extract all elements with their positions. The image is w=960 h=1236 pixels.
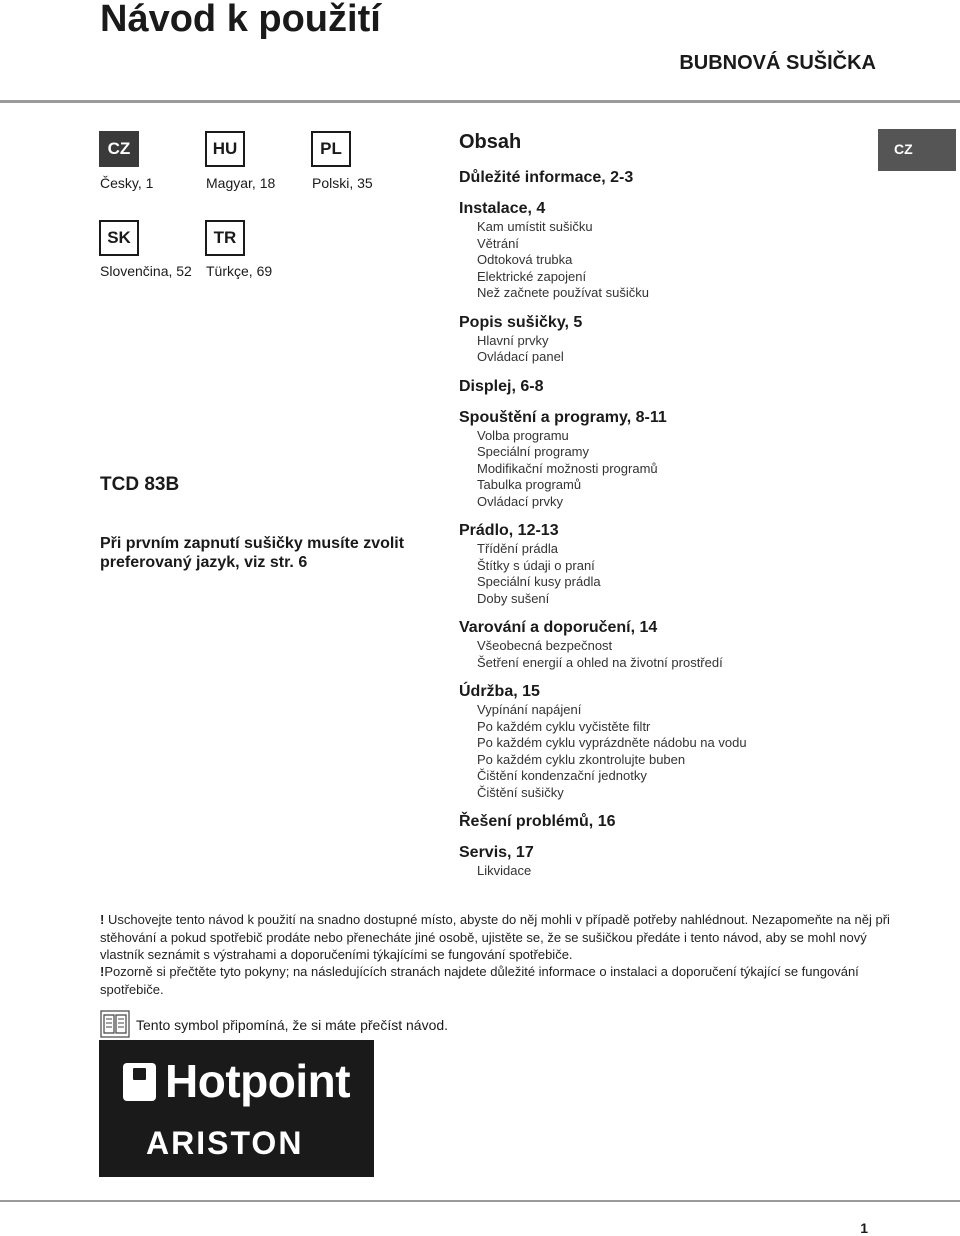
toc-item[interactable]: Modifikační možnosti programů <box>477 460 658 476</box>
language-notice: Při prvním zapnutí sušičky musíte zvolit preferovaný jazyk, viz str. 6 <box>100 535 405 571</box>
language-hu-button[interactable]: HU <box>205 131 245 167</box>
page-number: 1 <box>860 1220 868 1236</box>
bottom-divider <box>0 1200 960 1202</box>
toc-section <box>459 377 879 397</box>
exclamation-icon: ! <box>100 964 105 979</box>
toc-section <box>459 521 879 607</box>
language-cz-label: Česky, 1 <box>100 175 154 191</box>
toc-item[interactable]: Třídění prádla <box>477 541 558 556</box>
language-tr-label: Türkçe, 69 <box>206 263 273 279</box>
toc-section <box>459 682 879 801</box>
toc-section <box>459 199 879 302</box>
book-note: Tento symbol připomíná, že si máte přečíst návod. <box>136 1017 449 1033</box>
toc-section <box>459 812 879 832</box>
toc-heading[interactable]: Údržba, 15 <box>459 683 540 700</box>
toc-item[interactable]: Čištění sušičky <box>477 784 564 800</box>
toc-item[interactable]: Větrání <box>477 235 519 251</box>
toc-sections <box>459 168 879 880</box>
toc-section <box>459 168 879 188</box>
language-pl-label: Polski, 35 <box>312 175 373 191</box>
product-type: BUBNOVÁ SUŠIČKA <box>679 52 876 74</box>
toc-item[interactable]: Čištění kondenzační jednotky <box>477 768 647 783</box>
toc-item[interactable]: Ovládací prvky <box>477 493 563 509</box>
language-pl-button[interactable]: PL <box>311 131 351 167</box>
book-icon <box>100 1010 130 1038</box>
toc-item[interactable]: Ovládací panel <box>477 349 564 364</box>
toc-heading[interactable]: Instalace, 4 <box>459 200 546 217</box>
toc-heading[interactable]: Varování a doporučení, 14 <box>459 619 658 636</box>
toc-heading[interactable]: Spouštění a programy, 8-11 <box>459 408 667 426</box>
language-tr-button[interactable]: TR <box>205 220 245 256</box>
toc-heading[interactable]: Důležité informace, 2-3 <box>459 169 634 186</box>
toc-item[interactable]: Elektrické zapojení <box>477 268 587 284</box>
toc-section <box>459 408 879 511</box>
logo-sub: ARISTON <box>146 1125 304 1161</box>
toc-item[interactable]: Po každém cyklu vyčistěte filtr <box>477 718 651 734</box>
page-title: Návod k použití <box>100 0 381 40</box>
logo-brand: Hotpoint <box>165 1055 351 1107</box>
model-number: TCD 83B <box>100 474 180 495</box>
toc-heading[interactable]: Prádlo, 12-13 <box>459 522 559 539</box>
hotpoint-mark-icon <box>123 1063 156 1101</box>
toc-heading[interactable]: Řešení problémů, 16 <box>459 813 616 830</box>
toc-item[interactable]: Hlavní prvky <box>477 332 549 348</box>
table-of-contents <box>459 130 879 891</box>
toc-item[interactable]: Likvidace <box>477 863 532 878</box>
toc-item[interactable]: Po každém cyklu zkontrolujte buben <box>477 751 686 767</box>
toc-item[interactable]: Šetření energií a ohled na životní prostředí <box>477 654 723 670</box>
warning-read-instructions <box>100 963 890 998</box>
language-hu-label: Magyar, 18 <box>206 175 276 191</box>
toc-item[interactable]: Tabulka programů <box>477 477 582 492</box>
exclamation-icon: ! <box>100 912 105 927</box>
toc-item[interactable]: Speciální kusy prádla <box>477 574 601 589</box>
toc-section <box>459 313 879 366</box>
toc-item[interactable]: Štítky s údaji o praní <box>477 557 595 573</box>
language-side-tab: CZ <box>878 129 956 171</box>
warning-read-instructions-text: Pozorně si přečtěte tyto pokyny; na následujících stranách najdete důležité informace o instalaci a doporučení týkající se fungování spotřebiče. <box>100 964 859 997</box>
toc-heading[interactable]: Servis, 17 <box>459 844 534 861</box>
toc-title: Obsah <box>459 131 522 153</box>
toc-section <box>459 618 879 671</box>
language-sk-button[interactable]: SK <box>99 220 139 256</box>
toc-item[interactable]: Vypínání napájení <box>477 702 582 717</box>
toc-item[interactable]: Po každém cyklu vyprázdněte nádobu na vodu <box>477 735 747 750</box>
warning-keep-manual <box>100 911 890 964</box>
toc-item[interactable]: Odtoková trubka <box>477 252 573 267</box>
toc-item[interactable]: Než začnete používat sušičku <box>477 285 649 300</box>
toc-item[interactable]: Volba programu <box>477 427 569 443</box>
toc-item[interactable]: Speciální programy <box>477 444 589 459</box>
toc-item[interactable]: Doby sušení <box>477 590 550 606</box>
hotpoint-ariston-logo <box>99 1040 374 1177</box>
top-divider <box>0 100 960 103</box>
language-cz-button[interactable]: CZ <box>99 131 139 167</box>
language-sk-label: Slovenčina, 52 <box>100 263 192 279</box>
toc-item[interactable]: Všeobecná bezpečnost <box>477 638 613 653</box>
toc-heading[interactable]: Displej, 6-8 <box>459 377 544 395</box>
toc-heading[interactable]: Popis sušičky, 5 <box>459 313 583 331</box>
toc-item[interactable]: Kam umístit sušičku <box>477 219 593 234</box>
toc-section <box>459 843 879 880</box>
warning-keep-manual-text: Uschovejte tento návod k použití na snadno dostupné místo, abyste do něj mohli v případě potřeby nahlédnout. Nezapomeňte na něj při stěhování a pokud spotřebič prodáte nebo přenecháte jiné osobě, ujistěte se, že se sušičkou předáte i tento návod, aby se mohl nový vlastník seznámit s výstrahami a doporučeními týkajícími se fungování spotřebiče. <box>100 912 890 962</box>
